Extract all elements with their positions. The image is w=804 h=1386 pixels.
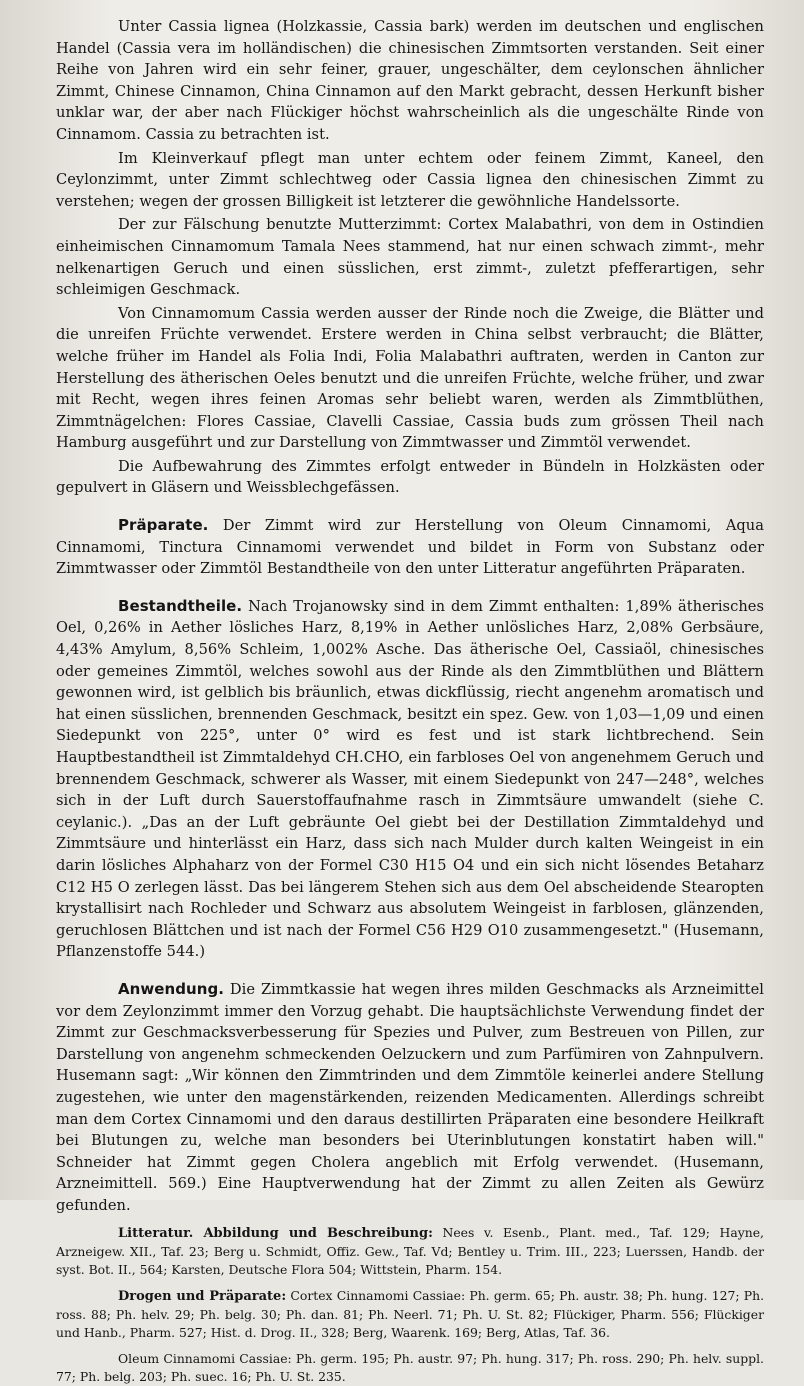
section-anwendung bbox=[56, 979, 764, 1217]
literature-oleum bbox=[56, 1350, 764, 1386]
section-heading-praeparate: Präparate. bbox=[118, 516, 209, 535]
literature-heading-abbildung: Litteratur. Abbildung und Beschreibung: bbox=[118, 1226, 433, 1242]
paragraph-cinnamomum-cassia: Von Cinnamomum Cassia werden ausser der Rinde noch die Zweige, die Blätter und die unreifen Früchte verwendet. Erstere werden in China selbst verbraucht; die Blätter, welche früher im Handel als Folia Indi, Folia Malabathri auftraten, werden in Canton zur Herstellung des ätherischen Oeles benutzt und die unreifen Früchte, welche früher, und zwar mit Recht, wegen ihres feinen Aromas sehr beliebt waren, werden als Zimmtblüthen, Zimmtnägelchen: Flores Cassiae, Clavelli Cassiae, Cassia buds zum grössen Theil nach Hamburg ausgeführt und zur Darstellung von Zimmtwasser und Zimmtöl verwendet. bbox=[56, 304, 764, 452]
paragraph-kleinverkauf: Im Kleinverkauf pflegt man unter echtem oder feinem Zimmt, Kaneel, den Ceylonzimmt, unter Zimmt schlechtweg oder Cassia lignea den chinesischen Zimmt zu verstehen; wegen der grossen Billigkeit ist letzterer die gewöhnliche Handelssorte. bbox=[56, 149, 764, 210]
paragraph-cassia-lignea: Unter Cassia lignea (Holzkassie, Cassia bark) werden im deutschen und englischen Handel (Cassia vera im holländischen) die chinesischen Zimmtsorten verstanden. Seit einer Reihe von Jahren wird ein sehr feiner, grauer, ungeschälter, dem ceylonschen ähnlicher Zimmt, Chinese Cinnamon, China Cinnamon auf den Markt gebracht, dessen Herkunft bisher unklar war, der aber nach Flückiger höchst wahrscheinlich als die ungeschälte Rinde von Cinnamom. Cassia zu betrachten ist. bbox=[56, 18, 764, 143]
section-heading-bestandtheile: Bestandtheile. bbox=[118, 596, 243, 615]
paragraph-aufbewahrung: Die Aufbewahrung des Zimmtes erfolgt entweder in Bündeln in Holzkästen oder gepulvert in Gläsern und Weissblechgefässen. bbox=[56, 457, 764, 497]
section-bestandtheile bbox=[56, 596, 764, 963]
section-heading-anwendung: Anwendung. bbox=[118, 979, 225, 998]
section-text-praeparate: Der Zimmt wird zur Herstellung von Oleum Cinnamomi, Aqua Cinnamomi, Tinctura Cinnamomi verwendet und bildet in Form von Substanz oder Zimmtwasser oder Zimmtöl Bestandtheile von den unter Litteratur angeführten Präparaten. bbox=[56, 517, 764, 578]
section-text-anwendung: Die Zimmtkassie hat wegen ihres milden Geschmacks als Arzneimittel vor dem Zeylonzimmt immer den Vorzug gehabt. Die hauptsächlichste Verwendung findet der Zimmt zur Geschmacksverbesserung für Spezies und Pulver, zum Bestreuen von Pillen, zur Darstellung von angenehm schmeckenden Oelzuckern und zum Parfümiren von Zahnpulvern. Husemann sagt: „Wir können den Zimmtrinden und dem Zimmtöle keinerlei andere Stellung zugestehen, wie unter den magenstärkenden, reizenden Medicamenten. Allerdings schreibt man dem Cortex Cinnamomi und den daraus destillirten Präparaten eine besondere Heilkraft bei Blutungen zu, welche man besonders bei Uterinblutungen konstatirt haben will." Schneider hat Zimmt gegen Cholera angeblich mit Erfolg verwendet. (Husemann, Arzneimittell. 569.) Eine Hauptverwendung hat der Zimmt zu allen Zeiten als Gewürz gefunden. bbox=[56, 980, 764, 1214]
section-praeparate bbox=[56, 515, 764, 580]
literature-text-drogen: Cortex Cinnamomi Cassiae: Ph. germ. 65; Ph. austr. 38; Ph. hung. 127; Ph. ross. 88; Ph. helv. 29; Ph. belg. 30; Ph. dan. 81; Ph. Neerl. 71; Ph. U. St. 82; Flückiger, Pharm. 556; Flückiger und Hanb., Pharm. 527; Hist. d. Drog. II., 328; Berg, Waarenk. 169; Berg, Atlas, Taf. 36. bbox=[56, 1288, 765, 1341]
literature-text-abbildung: Nees v. Esenb., Plant. med., Taf. 129; Hayne, Arzneigew. XII., Taf. 23; Berg u. Schmidt, Offiz. Gew., Taf. Vd; Bentley u. Trim. III., 223; Luerssen, Handb. der syst. Bot. II., 564; Karsten, Deutsche Flora 504; Wittstein, Pharm. 154. bbox=[56, 1225, 764, 1278]
literature-abbildung bbox=[56, 1224, 764, 1279]
literature-heading-drogen: Drogen und Präparate: bbox=[118, 1289, 287, 1305]
literature-drogen bbox=[56, 1287, 764, 1342]
literature-text-oleum: Oleum Cinnamomi Cassiae: Ph. germ. 195; Ph. austr. 97; Ph. hung. 317; Ph. ross. 290; Ph. helv. suppl. 77; Ph. belg. 203; Ph. suec. 16; Ph. U. St. 235. bbox=[56, 1351, 764, 1385]
paragraph-mutterzimmt: Der zur Fälschung benutzte Mutterzimmt: Cortex Malabathri, von dem in Ostindien einheimischen Cinnamomum Tamala Nees stammend, hat nur einen schwach zimmt-, mehr nelkenartigen Geruch und einen süsslichen, erst zimmt-, zuletzt pfefferartigen, sehr schleimigen Geschmack. bbox=[56, 216, 764, 299]
section-text-bestandtheile: Nach Trojanowsky sind in dem Zimmt enthalten: 1,89% ätherisches Oel, 0,26% in Aether lösliches Harz, 8,19% in Aether unlösliches Harz, 2,08% Gerbsäure, 4,43% Amylum, 8,56% Schleim, 1,002% Asche. Das ätherische Oel, Cassiaöl, chinesisches oder gemeines Zimmtöl, welches sowohl aus der Rinde als den Zimmtblüthen und Blättern gewonnen wird, ist gelblich bis bräunlich, etwas dickflüssig, riecht angenehm aromatisch und hat einen süsslichen, brennenden Geschmack, besitzt ein spez. Gew. von 1,03—1,09 und einen Siedepunkt von 225°, unter 0° wird es fest und ist stark lichtbrechend. Sein Hauptbestandtheil ist Zimmtaldehyd CH.CHO, ein farbloses Oel von angenehmem Geruch und brennendem Geschmack, schwerer als Wasser, mit einem Siedepunkt von 247—248°, welches sich in der Luft durch Sauerstoffaufnahme rasch in Zimmtsäure umwandelt (siehe C. ceylanic.). „Das an der Luft gebräunte Oel giebt bei der Destillation Zimmtaldehyd und Zimmtsäure und hinterlässt ein Harz, dass sich nach Mulder durch kalten Weingeist in ein darin lösliches Alphaharz von der Formel C30 H15 O4 und ein sich nicht lösendes Betaharz C12 H5 O zerlegen lässt. Das bei längerem Stehen sich aus dem Oel abscheidende Stearopten krystallisirt nach Rochleder und Schwarz aus absolutem Weingeist in farblosen, glänzenden, geruchlosen Blättchen und ist nach der Formel C56 H29 O10 zusammengesetzt." (Husemann, Pflanzenstoffe 544.) bbox=[56, 597, 764, 961]
